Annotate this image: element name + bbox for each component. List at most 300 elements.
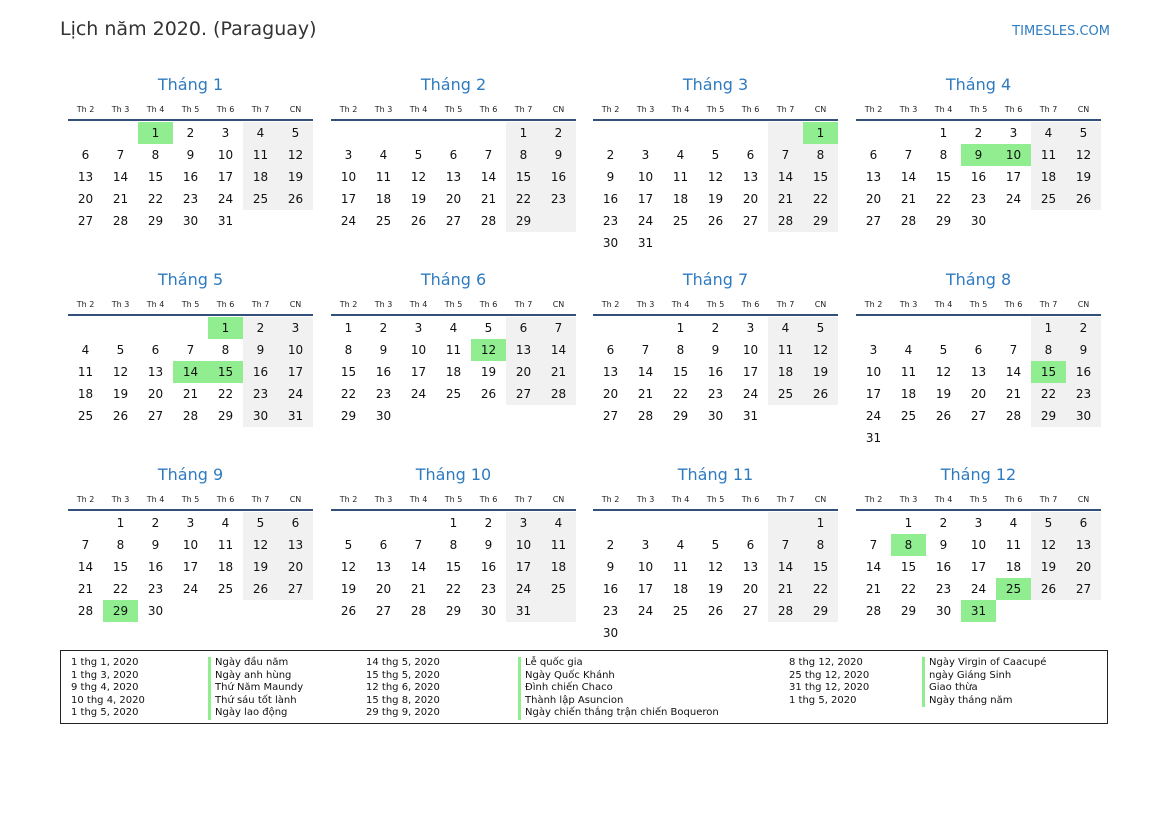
day-cell: 22 [1040,387,1057,401]
month-header-rule [68,314,313,316]
weekday-label: Th 3 [636,300,655,309]
day-cell: 27 [147,409,164,423]
day-cell: 29 [935,214,952,228]
day-cell: 2 [256,321,265,335]
day-cell: 22 [147,192,164,206]
month-header-rule [331,119,576,121]
day-cell: 23 [707,387,724,401]
day-cell: 9 [186,148,195,162]
day-cell: 14 [550,343,567,357]
weekday-label: CN [1077,495,1090,504]
day-cell: 24 [410,387,427,401]
weekday-label: Th 7 [1039,300,1058,309]
day-cell: 22 [112,582,129,596]
day-cell: 22 [340,387,357,401]
day-cell: 6 [746,148,755,162]
day-cell: 8 [816,148,825,162]
weekday-label: Th 7 [776,105,795,114]
day-cell: 19 [340,582,357,596]
weekday-label: Th 2 [339,105,358,114]
day-cell: 29 [900,604,917,618]
weekday-label: CN [814,495,827,504]
weekday-label: Th 2 [601,495,620,504]
day-cell: 23 [550,192,567,206]
day-cell: 5 [711,148,720,162]
day-cell: 12 [707,170,724,184]
day-cell: 17 [970,560,987,574]
day-cell: 26 [340,604,357,618]
day-cell: 16 [480,560,497,574]
day-cell: 6 [291,516,300,530]
day-cell: 7 [81,538,90,552]
day-cell: 30 [182,214,199,228]
day-cell: 10 [287,343,304,357]
day-cell: 15 [147,170,164,184]
day-cell: 10 [637,560,654,574]
day-cell: 24 [742,387,759,401]
month-header-rule [856,509,1101,511]
day-cell: 9 [711,343,720,357]
day-cell: 3 [641,148,650,162]
day-cell: 18 [445,365,462,379]
day-cell: 28 [900,214,917,228]
day-cell: 12 [287,148,304,162]
day-cell: 7 [869,538,878,552]
day-cell: 22 [445,582,462,596]
month-4 [856,75,1101,255]
holiday-day-cell: 14 [173,361,208,383]
day-cell: 3 [344,148,353,162]
day-cell: 29 [1040,409,1057,423]
weekday-label: Th 2 [339,300,358,309]
weekday-label: Th 7 [514,105,533,114]
holiday-day-cell: 15 [1031,361,1066,383]
day-cell: 7 [484,148,493,162]
weekday-label: Th 4 [671,300,690,309]
day-cell: 27 [1075,582,1092,596]
day-cell: 24 [287,387,304,401]
day-cell: 17 [1005,170,1022,184]
day-cell: 1 [904,516,913,530]
weekday-label: Th 6 [741,105,760,114]
holiday-date: 25 thg 12, 2020 [789,669,870,681]
day-cell: 28 [1005,409,1022,423]
day-cell: 15 [515,170,532,184]
site-link[interactable]: TIMESLES.COM [1012,24,1110,39]
day-cell: 9 [379,343,388,357]
day-cell: 20 [865,192,882,206]
day-cell: 6 [974,343,983,357]
day-cell: 27 [742,604,759,618]
weekday-label: Th 4 [671,105,690,114]
holiday-name: Ngày lao động [208,707,303,720]
month-header-rule [856,119,1101,121]
day-cell: 15 [812,560,829,574]
weekday-label: Th 5 [444,105,463,114]
holiday-names-col-3 [922,657,1046,707]
day-cell: 11 [77,365,94,379]
day-cell: 12 [252,538,269,552]
month-title: Tháng 11 [677,465,754,484]
day-cell: 6 [379,538,388,552]
day-cell: 18 [375,192,392,206]
month-title: Tháng 10 [415,465,492,484]
day-cell: 17 [410,365,427,379]
day-cell: 12 [1075,148,1092,162]
day-cell: 6 [449,148,458,162]
day-cell: 4 [221,516,230,530]
day-cell: 4 [781,321,790,335]
weekday-label: Th 4 [146,495,165,504]
day-cell: 5 [939,343,948,357]
day-cell: 27 [445,214,462,228]
month-6 [331,270,576,450]
month-header-rule [331,509,576,511]
day-cell: 3 [291,321,300,335]
day-cell: 8 [116,538,125,552]
day-cell: 16 [252,365,269,379]
weekday-label: Th 6 [479,300,498,309]
day-cell: 27 [742,214,759,228]
weekday-label: CN [814,105,827,114]
day-cell: 8 [816,538,825,552]
weekday-label: Th 4 [671,495,690,504]
day-cell: 8 [151,148,160,162]
day-cell: 19 [812,365,829,379]
day-cell: 23 [935,582,952,596]
holiday-day-cell: 31 [961,600,996,622]
weekday-label: Th 5 [181,105,200,114]
day-cell: 10 [340,170,357,184]
day-cell: 2 [939,516,948,530]
day-cell: 10 [410,343,427,357]
holiday-date: 29 thg 9, 2020 [366,707,440,719]
day-cell: 14 [77,560,94,574]
day-cell: 16 [970,170,987,184]
day-cell: 12 [410,170,427,184]
day-cell: 30 [480,604,497,618]
day-cell: 16 [1075,365,1092,379]
day-cell: 19 [707,192,724,206]
month-title: Tháng 8 [945,270,1012,289]
weekday-label: Th 2 [601,300,620,309]
day-cell: 30 [1075,409,1092,423]
holiday-day-cell: 12 [471,339,506,361]
day-cell: 13 [742,170,759,184]
day-cell: 25 [1040,192,1057,206]
holiday-date: 10 thg 4, 2020 [71,694,145,706]
day-cell: 19 [287,170,304,184]
day-cell: 6 [519,321,528,335]
day-cell: 9 [606,560,615,574]
day-cell: 17 [515,560,532,574]
day-cell: 5 [256,516,265,530]
day-cell: 28 [77,604,94,618]
day-cell: 6 [606,343,615,357]
weekday-label: Th 2 [76,300,95,309]
holiday-name: Ngày tháng năm [922,695,1046,708]
day-cell: 17 [637,192,654,206]
weekday-label: Th 3 [374,300,393,309]
day-cell: 2 [151,516,160,530]
weekday-label: Th 2 [864,300,883,309]
day-cell: 20 [147,387,164,401]
day-cell: 11 [375,170,392,184]
day-cell: 9 [554,148,563,162]
day-cell: 23 [1075,387,1092,401]
day-cell: 29 [217,409,234,423]
day-cell: 16 [602,582,619,596]
weekday-label: Th 4 [146,105,165,114]
holiday-day-cell: 29 [103,600,138,622]
weekday-label: CN [1077,300,1090,309]
day-cell: 18 [672,582,689,596]
day-cell: 8 [676,343,685,357]
day-cell: 21 [112,192,129,206]
weekday-label: Th 7 [776,495,795,504]
holiday-date: 12 thg 6, 2020 [366,682,440,694]
day-cell: 15 [340,365,357,379]
day-cell: 1 [344,321,353,335]
day-cell: 30 [935,604,952,618]
day-cell: 29 [147,214,164,228]
day-cell: 11 [252,148,269,162]
day-cell: 23 [602,604,619,618]
day-cell: 7 [1009,343,1018,357]
month-header-rule [68,509,313,511]
day-cell: 25 [445,387,462,401]
day-cell: 7 [186,343,195,357]
holiday-date: 31 thg 12, 2020 [789,682,870,694]
day-cell: 22 [217,387,234,401]
day-cell: 21 [777,192,794,206]
day-cell: 14 [777,560,794,574]
day-cell: 1 [676,321,685,335]
day-cell: 8 [344,343,353,357]
weekday-label: CN [289,300,302,309]
day-cell: 9 [151,538,160,552]
weekday-label: Th 2 [601,105,620,114]
weekday-label: Th 6 [479,105,498,114]
weekday-label: CN [1077,105,1090,114]
weekday-label: Th 4 [409,495,428,504]
day-cell: 25 [252,192,269,206]
weekday-label: Th 6 [1004,300,1023,309]
day-cell: 14 [777,170,794,184]
day-cell: 22 [900,582,917,596]
day-cell: 12 [1040,538,1057,552]
day-cell: 5 [711,538,720,552]
day-cell: 16 [707,365,724,379]
weekday-label: CN [552,105,565,114]
weekday-label: Th 6 [216,300,235,309]
day-cell: 20 [1075,560,1092,574]
day-cell: 8 [449,538,458,552]
day-cell: 18 [1005,560,1022,574]
day-cell: 21 [550,365,567,379]
day-cell: 3 [746,321,755,335]
day-cell: 5 [344,538,353,552]
day-cell: 5 [414,148,423,162]
day-cell: 23 [147,582,164,596]
day-cell: 21 [182,387,199,401]
day-cell: 11 [217,538,234,552]
day-cell: 3 [641,538,650,552]
day-cell: 20 [742,192,759,206]
day-cell: 22 [515,192,532,206]
day-cell: 9 [606,170,615,184]
holiday-day-cell: 25 [996,578,1031,600]
month-7 [593,270,838,450]
day-cell: 11 [445,343,462,357]
day-cell: 26 [252,582,269,596]
holiday-name: Thứ sáu tốt lành [208,695,303,708]
month-header-rule [593,509,838,511]
day-cell: 30 [252,409,269,423]
day-cell: 25 [550,582,567,596]
day-cell: 14 [1005,365,1022,379]
day-cell: 8 [221,343,230,357]
day-cell: 9 [939,538,948,552]
day-cell: 30 [602,236,619,250]
day-cell: 25 [375,214,392,228]
day-cell: 1 [1044,321,1053,335]
day-cell: 21 [480,192,497,206]
weekday-label: Th 6 [741,300,760,309]
day-cell: 11 [1005,538,1022,552]
day-cell: 26 [1075,192,1092,206]
weekday-label: Th 3 [111,300,130,309]
holiday-name: Ngày anh hùng [208,670,303,683]
day-cell: 7 [641,343,650,357]
day-cell: 21 [900,192,917,206]
day-cell: 2 [1079,321,1088,335]
month-title: Tháng 5 [157,270,224,289]
day-cell: 20 [742,582,759,596]
day-cell: 28 [182,409,199,423]
day-cell: 17 [340,192,357,206]
day-cell: 15 [672,365,689,379]
holiday-day-cell: 1 [208,317,243,339]
day-cell: 18 [672,192,689,206]
weekday-label: Th 4 [934,495,953,504]
day-cell: 10 [637,170,654,184]
day-cell: 2 [711,321,720,335]
day-cell: 4 [676,538,685,552]
day-cell: 28 [410,604,427,618]
day-cell: 13 [602,365,619,379]
day-cell: 1 [939,126,948,140]
day-cell: 22 [935,192,952,206]
day-cell: 26 [707,214,724,228]
day-cell: 13 [515,343,532,357]
day-cell: 10 [515,538,532,552]
day-cell: 7 [781,148,790,162]
month-title: Tháng 7 [682,270,749,289]
day-cell: 26 [480,387,497,401]
day-cell: 17 [182,560,199,574]
weekday-label: Th 3 [899,495,918,504]
weekday-label: Th 5 [181,495,200,504]
day-cell: 31 [515,604,532,618]
weekday-label: Th 3 [374,495,393,504]
day-cell: 20 [970,387,987,401]
day-cell: 31 [637,236,654,250]
weekday-label: Th 5 [444,495,463,504]
holiday-day-cell: 10 [996,144,1031,166]
day-cell: 13 [970,365,987,379]
day-cell: 20 [445,192,462,206]
day-cell: 22 [812,192,829,206]
month-header-rule [331,314,576,316]
holiday-name: Thành lập Asuncion [518,695,719,708]
day-cell: 1 [519,126,528,140]
day-cell: 25 [217,582,234,596]
weekday-label: Th 6 [479,495,498,504]
holiday-dates-col-1 [71,657,145,720]
weekday-label: CN [289,495,302,504]
weekday-label: Th 7 [1039,495,1058,504]
day-cell: 17 [742,365,759,379]
day-cell: 7 [554,321,563,335]
day-cell: 13 [287,538,304,552]
holiday-date: 9 thg 4, 2020 [71,682,139,694]
day-cell: 24 [182,582,199,596]
weekday-label: Th 2 [864,495,883,504]
day-cell: 31 [287,409,304,423]
day-cell: 27 [375,604,392,618]
day-cell: 27 [515,387,532,401]
day-cell: 17 [865,387,882,401]
day-cell: 28 [550,387,567,401]
holiday-name: Ngày Virgin of Caacupé [922,657,1046,670]
day-cell: 29 [812,214,829,228]
month-title: Tháng 4 [945,75,1012,94]
day-cell: 8 [1044,343,1053,357]
day-cell: 10 [742,343,759,357]
day-cell: 24 [637,604,654,618]
day-cell: 15 [935,170,952,184]
day-cell: 12 [112,365,129,379]
day-cell: 12 [340,560,357,574]
day-cell: 5 [1044,516,1053,530]
day-cell: 3 [186,516,195,530]
holiday-name: Ngày Quốc Khánh [518,670,719,683]
weekday-label: Th 4 [934,105,953,114]
day-cell: 2 [186,126,195,140]
day-cell: 14 [112,170,129,184]
day-cell: 29 [340,409,357,423]
day-cell: 21 [410,582,427,596]
day-cell: 29 [812,604,829,618]
day-cell: 30 [707,409,724,423]
day-cell: 17 [637,582,654,596]
weekday-label: Th 2 [76,105,95,114]
day-cell: 14 [480,170,497,184]
day-cell: 24 [970,582,987,596]
day-cell: 29 [672,409,689,423]
day-cell: 20 [375,582,392,596]
weekday-label: Th 3 [899,105,918,114]
weekday-label: Th 7 [514,495,533,504]
weekday-label: Th 4 [146,300,165,309]
weekday-label: Th 7 [514,300,533,309]
month-header-rule [856,314,1101,316]
month-title: Tháng 9 [157,465,224,484]
day-cell: 19 [112,387,129,401]
day-cell: 28 [777,214,794,228]
holiday-day-cell: 15 [208,361,243,383]
